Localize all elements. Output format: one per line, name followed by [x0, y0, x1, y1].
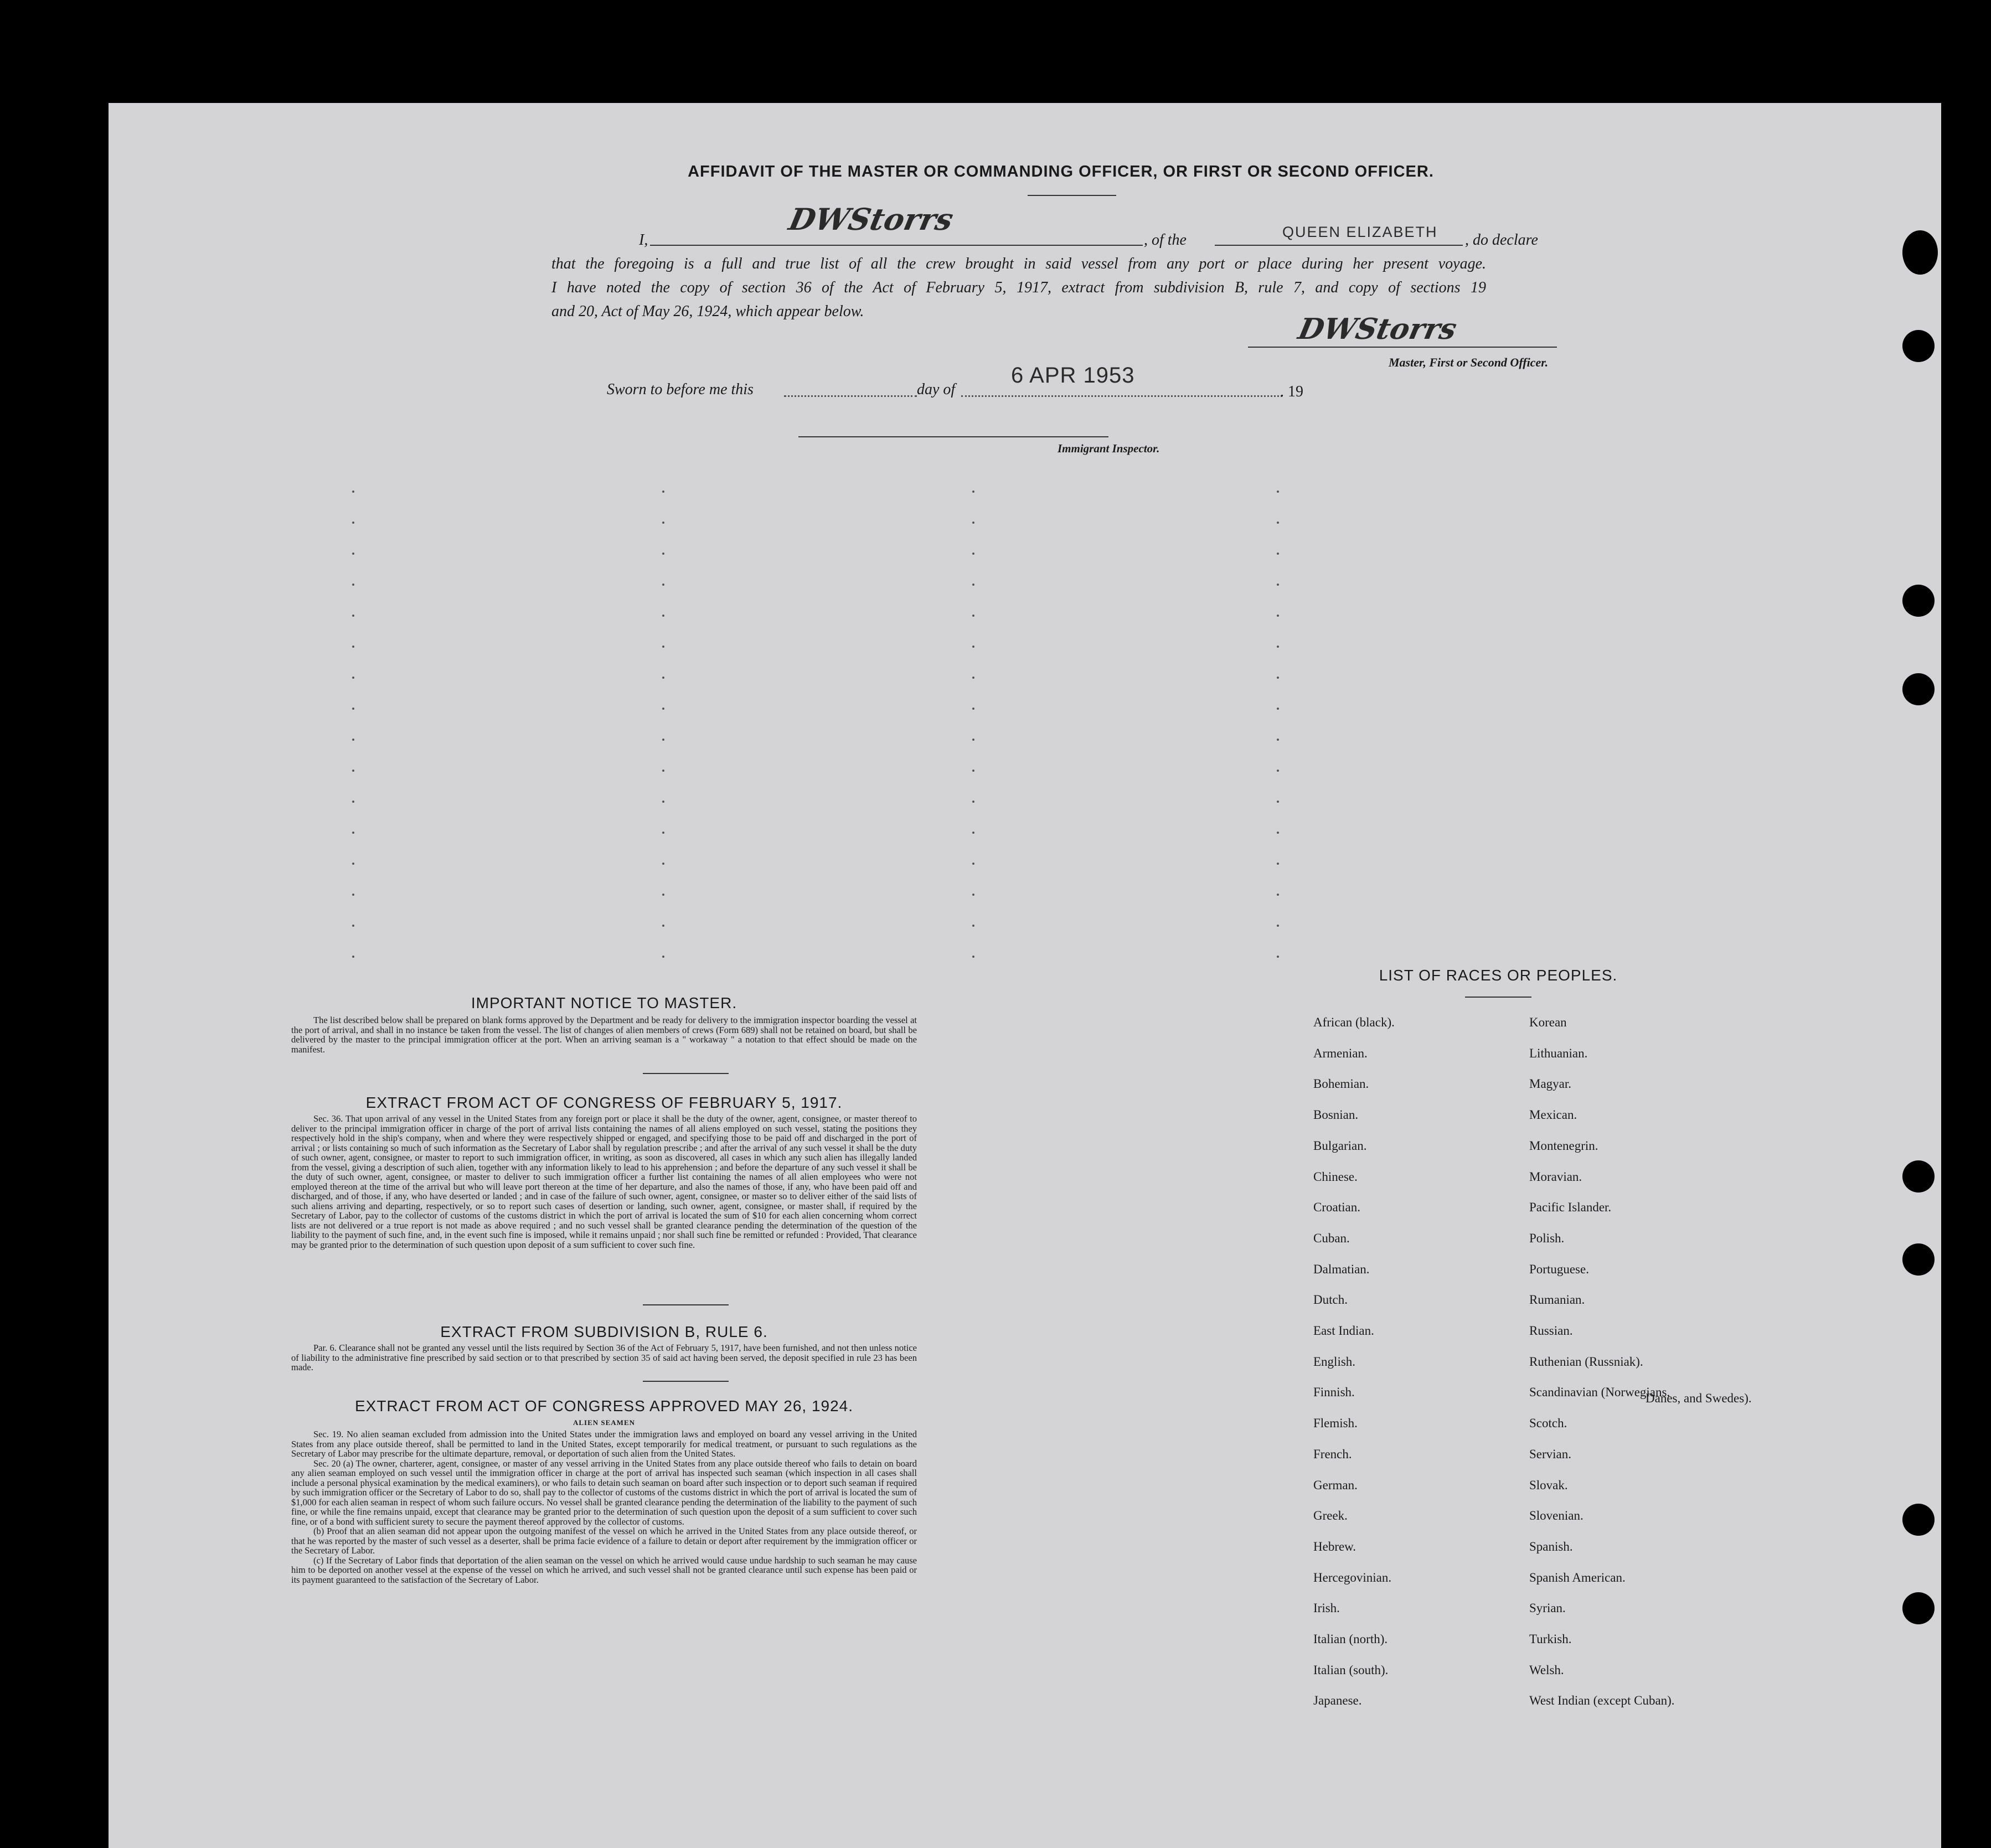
race-item: Scotch. — [1529, 1416, 1567, 1431]
guide-tick — [352, 646, 354, 648]
guide-tick — [662, 553, 664, 555]
master-signature: DWStorrs — [1295, 312, 1460, 346]
race-item: Servian. — [1529, 1447, 1572, 1461]
subdivision-b-body: Par. 6. Clearance shall not be granted any vessel until the lists required by Section 36 of the Act of February 5, 1917, have been furnished, and not then unless notice of liability to the administrative fine prescribed by said section or to that prescribed by section 35 of said act having been served, the deposit specified in rule 23 has been made. — [291, 1343, 917, 1372]
section-divider — [643, 1381, 729, 1382]
of-the-label: , of the — [1144, 231, 1187, 249]
signature-line — [1248, 347, 1557, 348]
notice-text — [291, 1015, 917, 1054]
section-divider — [643, 1073, 729, 1074]
inspector-signature-line[interactable] — [798, 436, 1108, 437]
extract-1917-title: EXTRACT FROM ACT OF CONGRESS OF FEBRUARY 5, 1917. — [365, 1094, 843, 1111]
guide-tick — [1277, 677, 1279, 679]
sec-20a: Sec. 20 (a) The owner, charterer, agent, consignee, or master of any vessel arriving in the United States from any place outside thereof who fails to detain on board any alien seaman employed on such vessel until the immigration officer in charge at the port of arrival has inspected such seaman (which inspection in all cases shall include a personal physical examination by the medical examiners), or who fails to detain such seaman on board after such inspection or to deport such seaman if required by such immigration officer or the Secretary of Labor to do so, shall pay to the collector of customs of the customs district in which the port of arrival is located the sum of $1,000 for each alien seaman in respect of whom such failure occurs. No vessel shall be granted clearance pending the determination of the liability to the payment of such fine, or while the fine remains unpaid, except that clearance may be granted prior to the determination of such question upon the deposit of a sum sufficient to cover such fine, or of a bond with sufficient surety to secure the payment thereof approved by the collector of customs. — [291, 1458, 917, 1527]
race-item: Bohemian. — [1313, 1077, 1369, 1091]
race-item: Croatian. — [1313, 1200, 1360, 1215]
guide-tick — [662, 584, 664, 586]
notice-title: IMPORTANT NOTICE TO MASTER. — [471, 994, 737, 1011]
year-prefix: . 19 — [1280, 383, 1303, 400]
guide-tick — [1277, 863, 1279, 865]
guide-tick — [352, 832, 354, 834]
guide-tick — [352, 491, 354, 493]
affidavit-body-line2: I have noted the copy of section 36 of the Act of February 5, 1917, extract from subdivision B, rule 7, and copy of sections 19 — [551, 279, 1486, 296]
race-item: Turkish. — [1529, 1632, 1572, 1646]
race-item: Italian (north). — [1313, 1632, 1388, 1646]
race-item: Welsh. — [1529, 1663, 1564, 1677]
vessel-name-field[interactable] — [1215, 245, 1463, 246]
guide-tick — [972, 863, 974, 865]
guide-tick — [352, 770, 354, 772]
punch-hole — [1902, 1160, 1935, 1193]
guide-tick — [352, 708, 354, 710]
guide-tick — [662, 522, 664, 524]
race-item: Spanish American. — [1529, 1570, 1626, 1584]
race-item: West Indian (except Cuban). — [1529, 1694, 1675, 1708]
race-item: Irish. — [1313, 1601, 1340, 1615]
guide-tick — [352, 615, 354, 617]
guide-tick — [352, 739, 354, 741]
race-item: East Indian. — [1313, 1324, 1374, 1338]
guide-tick — [1277, 925, 1279, 927]
guide-tick — [972, 522, 974, 524]
race-item: Lithuanian. — [1529, 1046, 1588, 1060]
guide-tick — [972, 925, 974, 927]
guide-tick — [352, 584, 354, 586]
guide-tick — [352, 522, 354, 524]
race-item: Bosnian. — [1313, 1108, 1359, 1122]
race-item: Chinese. — [1313, 1169, 1358, 1184]
master-name-field[interactable] — [650, 245, 1143, 246]
race-item: Italian (south). — [1313, 1663, 1389, 1677]
guide-tick — [972, 584, 974, 586]
date-stamp: 6 APR 1953 — [1011, 363, 1135, 388]
punch-hole — [1902, 230, 1938, 275]
guide-tick — [1277, 956, 1279, 958]
races-title-underline — [1465, 997, 1531, 998]
guide-tick — [662, 925, 664, 927]
affidavit-body-line3: and 20, Act of May 26, 1924, which appear below. — [551, 303, 864, 320]
guide-tick — [972, 894, 974, 896]
guide-tick — [352, 956, 354, 958]
guide-tick — [352, 801, 354, 803]
race-item: Japanese. — [1313, 1694, 1362, 1708]
guide-tick — [972, 708, 974, 710]
guide-tick — [352, 925, 354, 927]
guide-tick — [972, 956, 974, 958]
punch-hole — [1902, 585, 1935, 617]
guide-tick — [1277, 584, 1279, 586]
race-item: Korean — [1529, 1015, 1567, 1029]
races-title: LIST OF RACES OR PEOPLES. — [1379, 967, 1618, 984]
race-item: Syrian. — [1529, 1601, 1566, 1615]
race-item: Russian. — [1529, 1324, 1573, 1338]
race-item: Dalmatian. — [1313, 1262, 1370, 1276]
guide-tick — [1277, 832, 1279, 834]
guide-tick — [352, 863, 354, 865]
guide-tick — [662, 863, 664, 865]
guide-tick — [1277, 708, 1279, 710]
day-of-label: day of — [917, 381, 956, 398]
guide-tick — [1277, 522, 1279, 524]
race-item: African (black). — [1313, 1015, 1395, 1029]
race-item: Polish. — [1529, 1231, 1565, 1245]
punch-hole — [1902, 1504, 1935, 1536]
extract-1924-title: EXTRACT FROM ACT OF CONGRESS APPROVED MAY 26, 1924. — [354, 1397, 854, 1415]
sec-20c: (c) If the Secretary of Labor finds that deportation of the alien seaman on the vessel on which he arrived would cause undue hardship to such seaman he may cause him to be deported on another vessel at the expense of the vessel on which he arrived, and such vessel shall not be granted clearance until such expense has been paid or its payment guaranteed to the satisfaction of the Secretary of Labor. — [291, 1555, 917, 1585]
guide-tick — [1277, 491, 1279, 493]
extract-1917-body: Sec. 36. That upon arrival of any vessel in the United States from any foreign port or place it shall be the duty of the owner, agent, consignee, or master thereof to deliver to the principal immigration officer in charge of the port of arrival lists containing the names of all aliens employed on such vessel, stating the positions they respectively hold in the ship's company, when and where they were respectively shipped or engaged, and specifying those to be paid off and discharged in the port of arrival ; or lists containing so much of such information as the Secretary of Labor shall by regulation prescribe ; and after the arrival of any such vessel it shall be the duty of such owner, agent, consignee, or master to report to such immigration officer, in writing, as soon as discovered, all cases in which any such alien has illegally landed from the vessel, giving a description of such alien, together with any information likely to lead to his apprehension ; and before the departure of any such vessel it shall be the duty of such owner, agent, consignee, or master to deliver to such immigration officer a further list containing the names of all alien employees who were not employed thereon at the time of the arrival but who will leave port thereon at the time of her departure, and also the names of those, if any, who have been paid off and discharged, and of those, if any, who have deserted or landed ; and in case of the failure of such owner, agent, consignee, or master so to deliver either of the said lists of such aliens arriving and departing, respectively, or so to report such cases of desertion or landing, such owner, agent, consignee, or master shall, if required by the Secretary of Labor, pay to the collector of customs of the customs district in which the port of arrival is located the sum of $10 for each alien concerning whom correct lists are not delivered or a true report is not made as above required ; and no such vessel shall be granted clearance pending the determination of the question of the liability to the payment of such fine, and, in the event such fine is imposed, while it remains unpaid ; nor shall such fine be remitted or refunded : Provided, That clearance may be granted prior to the determination of such question upon deposit of a sum sufficient to cover such fine. — [291, 1113, 917, 1250]
guide-tick — [972, 770, 974, 772]
guide-tick — [1277, 801, 1279, 803]
guide-tick — [972, 739, 974, 741]
race-item: Greek. — [1313, 1509, 1348, 1523]
race-item: Bulgarian. — [1313, 1138, 1367, 1153]
i-label: I, — [639, 231, 648, 249]
guide-tick — [972, 832, 974, 834]
extract-1917-text — [291, 1114, 917, 1250]
guide-tick — [1277, 615, 1279, 617]
race-item: Rumanian. — [1529, 1293, 1585, 1307]
subdivision-b-text — [291, 1343, 917, 1372]
guide-tick — [662, 832, 664, 834]
affidavit-body-line1: that the foregoing is a full and true list of all the crew brought in said vessel from any port or place during her present voyage. — [551, 255, 1486, 272]
guide-tick — [352, 894, 354, 896]
signature-caption: Master, First or Second Officer. — [1389, 355, 1549, 369]
title-underline — [1028, 195, 1116, 196]
race-item: Hebrew. — [1313, 1539, 1356, 1553]
race-item: Montenegrin. — [1529, 1138, 1598, 1153]
guide-tick — [352, 553, 354, 555]
guide-tick — [662, 739, 664, 741]
vessel-name: QUEEN ELIZABETH — [1282, 224, 1438, 240]
guide-tick — [1277, 894, 1279, 896]
punch-hole — [1902, 1243, 1935, 1276]
punch-hole — [1902, 673, 1935, 705]
race-item: Armenian. — [1313, 1046, 1368, 1060]
punch-hole — [1902, 1592, 1935, 1624]
notice-body: The list described below shall be prepared on blank forms approved by the Department and be ready for delivery to the immigration inspector boarding the vessel at the port of arrival, and shall in no instance be taken from the vessel. The list of changes of alien members of crews (Form 689) shall not be retained on board, but shall be delivered by the master to the principal immigration officer at the port. When an arriving seaman is a " workaway " a notation to that effect should be made on the manifest. — [291, 1015, 917, 1055]
guide-tick — [662, 770, 664, 772]
affidavit-title: AFFIDAVIT OF THE MASTER OR COMMANDING OFFICER, OR FIRST OR SECOND OFFICER. — [688, 163, 1434, 180]
race-item: Finnish. — [1313, 1385, 1355, 1400]
guide-tick — [972, 677, 974, 679]
race-item: German. — [1313, 1478, 1358, 1492]
guide-tick — [972, 491, 974, 493]
guide-tick — [1277, 770, 1279, 772]
guide-tick — [972, 646, 974, 648]
races-right-continuation: Danes, and Swedes). — [1646, 1391, 1752, 1405]
race-item: Magyar. — [1529, 1077, 1572, 1091]
guide-tick — [1277, 553, 1279, 555]
guide-tick — [1277, 739, 1279, 741]
document-page — [109, 103, 1941, 1848]
guide-tick — [662, 894, 664, 896]
sworn-month-field[interactable] — [961, 395, 1282, 397]
guide-tick — [662, 491, 664, 493]
guide-tick — [662, 801, 664, 803]
guide-tick — [972, 615, 974, 617]
sec-20b: (b) Proof that an alien seaman did not appear upon the outgoing manifest of the vessel on which he arrived in the United States from any place outside thereof, or that he was reported by the master of such vessel as a deserter, shall be prima facie evidence of a failure to detain or deport after requirement by the immigration officer or the Secretary of Labor. — [291, 1526, 917, 1556]
guide-tick — [352, 677, 354, 679]
alien-seamen-subtitle: ALIEN SEAMEN — [572, 1418, 636, 1427]
guide-tick — [662, 677, 664, 679]
guide-tick — [972, 553, 974, 555]
master-name-signature: DWStorrs — [786, 202, 957, 237]
guide-tick — [1277, 646, 1279, 648]
race-item: French. — [1313, 1447, 1352, 1461]
race-item: English. — [1313, 1354, 1356, 1369]
section-divider — [643, 1304, 729, 1305]
sworn-label: Sworn to before me this — [607, 381, 754, 398]
race-item: Flemish. — [1313, 1416, 1358, 1431]
guide-tick — [662, 956, 664, 958]
race-item: Portuguese. — [1529, 1262, 1589, 1276]
race-item: Cuban. — [1313, 1231, 1350, 1245]
race-item: Moravian. — [1529, 1169, 1582, 1184]
race-item: Slovenian. — [1529, 1509, 1583, 1523]
race-item: Ruthenian (Russniak). — [1529, 1354, 1643, 1369]
extract-1924-text — [291, 1429, 917, 1584]
race-item: Pacific Islander. — [1529, 1200, 1612, 1215]
do-declare-label: , do declare — [1465, 231, 1538, 249]
subdivision-b-title: EXTRACT FROM SUBDIVISION B, RULE 6. — [440, 1323, 768, 1340]
race-item: Scandinavian (Norwegians, — [1529, 1385, 1670, 1400]
race-item: Mexican. — [1529, 1108, 1577, 1122]
race-item: Dutch. — [1313, 1293, 1348, 1307]
race-item: Spanish. — [1529, 1539, 1573, 1553]
guide-tick — [662, 708, 664, 710]
inspector-caption: Immigrant Inspector. — [1058, 442, 1160, 455]
race-item: Hercegovinian. — [1313, 1570, 1392, 1584]
punch-hole — [1902, 330, 1935, 362]
guide-tick — [662, 615, 664, 617]
sec-19: Sec. 19. No alien seaman excluded from admission into the United States under the immigration laws and employed on board any vessel arriving in the United States from any place outside thereof, shall be permitted to land in the United States, except temporarily for medical treatment, or pursuant to such regulations as the Secretary of Labor may prescribe for the ultimate departure, removal, or deportation of such alien from the United States. — [291, 1429, 917, 1459]
guide-tick — [662, 646, 664, 648]
race-item: Slovak. — [1529, 1478, 1568, 1492]
guide-tick — [972, 801, 974, 803]
sworn-day-field[interactable] — [784, 395, 917, 397]
